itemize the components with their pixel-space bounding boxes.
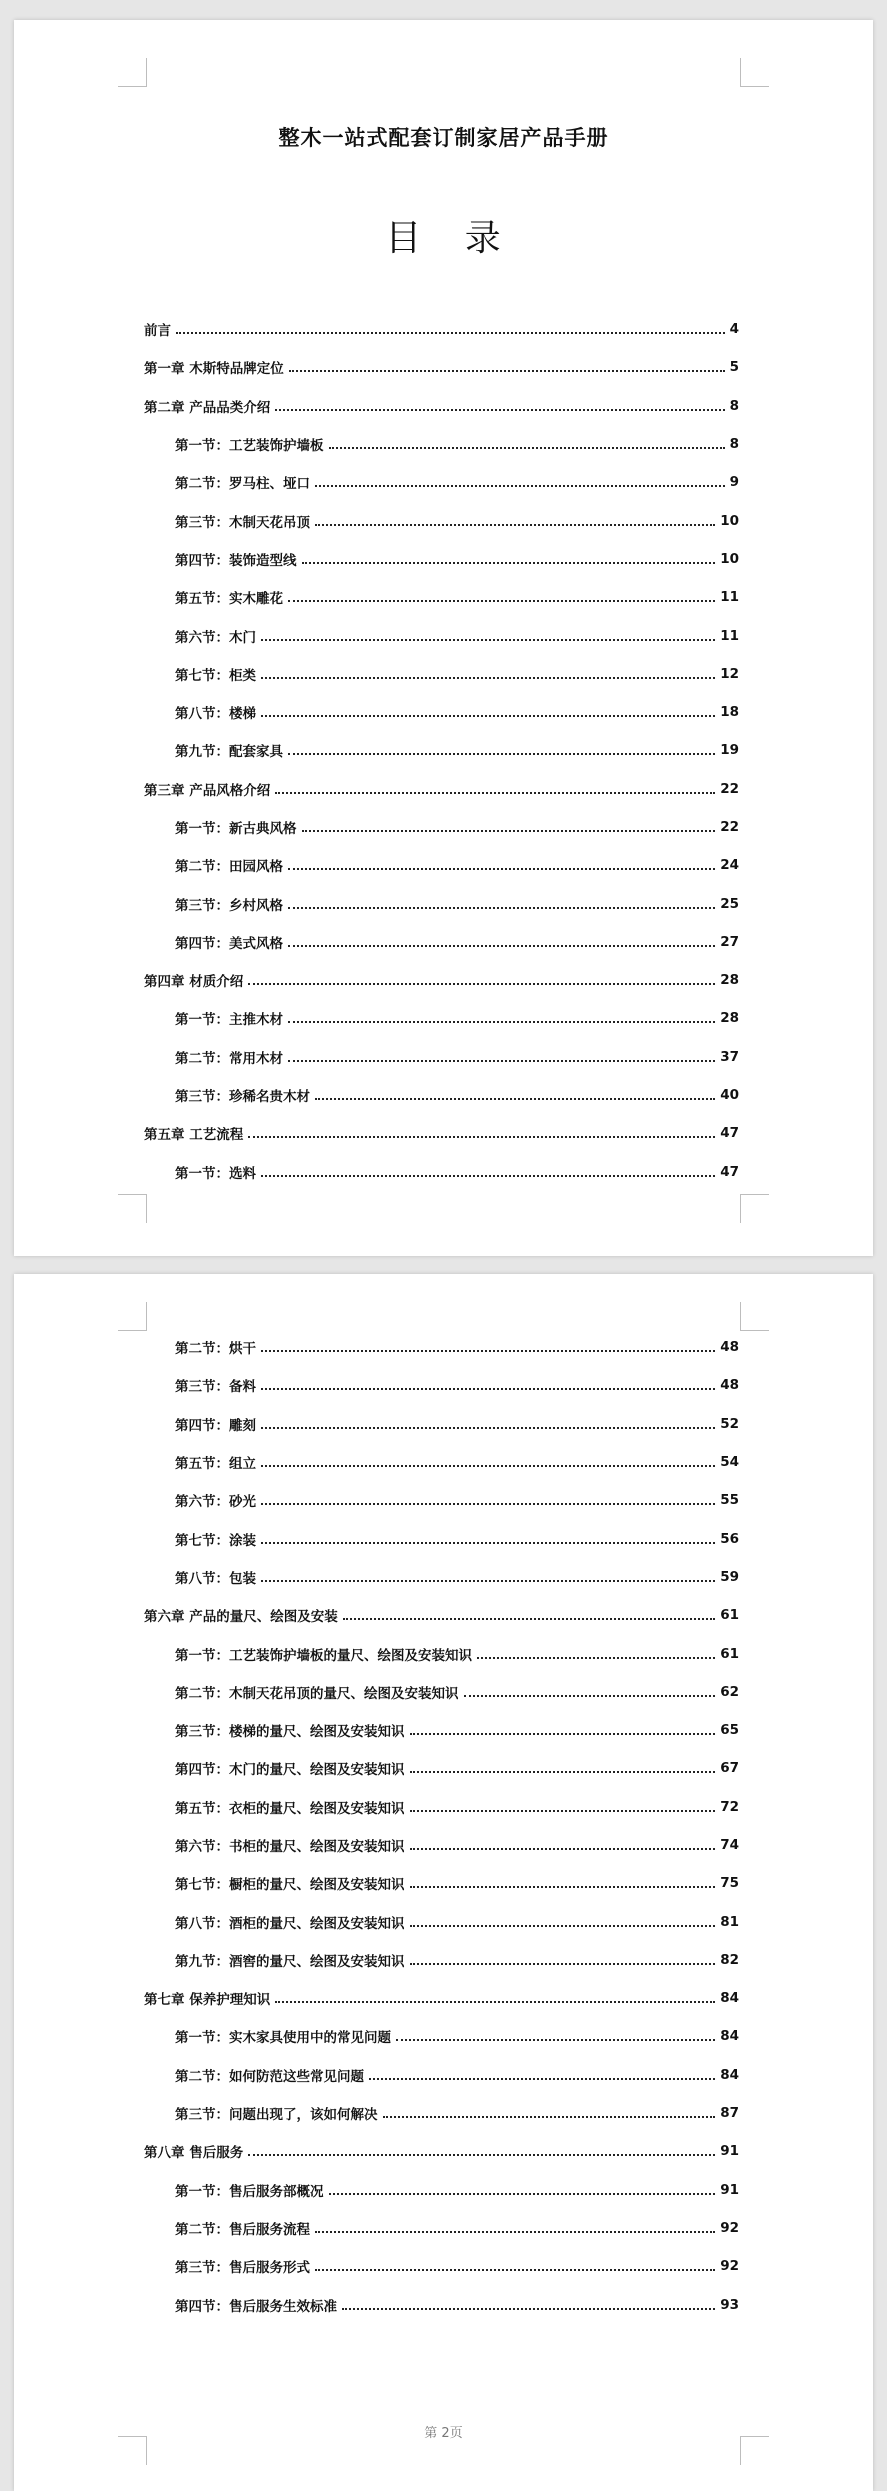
toc-entry-label: 第一节：选料 xyxy=(175,1165,256,1182)
toc-section-entry[interactable] xyxy=(175,1405,739,1443)
margin-mark-bottom-left xyxy=(118,1194,147,1223)
toc-dot-leader xyxy=(315,524,715,526)
toc-section-entry[interactable] xyxy=(175,1038,739,1076)
toc-page-number: 22 xyxy=(720,780,739,797)
toc-dot-leader xyxy=(261,1503,715,1505)
toc-page-number: 93 xyxy=(720,2296,739,2313)
toc-entry-label: 第二节：常用木材 xyxy=(175,1050,283,1067)
toc-page-number: 74 xyxy=(720,1837,739,1853)
toc-page-number: 28 xyxy=(720,972,739,989)
toc-entry-label: 第二节：如何防范这些常见问题 xyxy=(175,2068,364,2085)
toc-section-entry[interactable] xyxy=(175,884,739,922)
toc-dot-leader xyxy=(288,868,715,870)
toc-entry-label: 第三章 产品风格介绍 xyxy=(144,782,271,799)
toc-dot-leader xyxy=(288,753,715,755)
toc-entry-label: 第三节：木制天花吊顶 xyxy=(175,514,310,531)
toc-page-number: 84 xyxy=(720,2066,739,2083)
toc-section-entry[interactable] xyxy=(175,1941,739,1979)
toc-dot-leader xyxy=(261,1427,715,1429)
toc-page-number: 54 xyxy=(720,1454,739,1471)
toc-page-number: 9 xyxy=(729,474,739,491)
toc-section-entry[interactable] xyxy=(175,1328,739,1366)
toc-entry-label: 第四章 材质介绍 xyxy=(144,974,244,991)
toc-section-entry[interactable] xyxy=(175,2285,739,2323)
toc-entry-label: 第一节：主推木材 xyxy=(175,1012,283,1029)
toc-page-number: 72 xyxy=(720,1798,739,1815)
toc-page-number: 24 xyxy=(720,857,739,874)
toc-section-entry[interactable] xyxy=(175,808,739,846)
toc-entry-label: 第四节：雕刻 xyxy=(175,1417,256,1434)
toc-page-number: 56 xyxy=(720,1530,739,1547)
toc-dot-leader xyxy=(248,2154,715,2156)
toc-entry-label: 第三节：售后服务形式 xyxy=(175,2260,310,2277)
toc-dot-leader xyxy=(410,1733,716,1735)
margin-mark-top-left xyxy=(118,1302,147,1331)
toc-entry-label: 第九节：配套家具 xyxy=(175,744,283,761)
toc-page-number: 11 xyxy=(720,589,739,606)
margin-mark-top-left xyxy=(118,58,147,87)
toc-dot-leader xyxy=(275,792,715,794)
toc-section-entry[interactable] xyxy=(175,1519,739,1557)
toc-dot-leader xyxy=(288,600,715,602)
toc-section-entry[interactable] xyxy=(175,2017,739,2055)
toc-dot-leader xyxy=(383,2116,716,2118)
toc-page-number: 61 xyxy=(720,1645,739,1662)
toc-dot-leader xyxy=(329,447,725,449)
toc-entry-label: 第一章 木斯特品牌定位 xyxy=(144,361,284,378)
toc-page-number: 8 xyxy=(729,436,739,453)
toc-dot-leader xyxy=(261,715,715,717)
toc-page-number: 19 xyxy=(720,742,739,759)
margin-mark-bottom-right xyxy=(740,1194,769,1223)
toc-entry-label: 第八章 售后服务 xyxy=(144,2145,244,2162)
toc-page-number: 40 xyxy=(720,1087,739,1104)
toc-section-entry[interactable] xyxy=(175,1788,739,1826)
toc-dot-leader xyxy=(261,1388,715,1390)
toc-entry-label: 第三节：珍稀名贵木材 xyxy=(175,1089,310,1106)
toc-entry-label: 第四节：美式风格 xyxy=(175,935,283,952)
toc-page-number: 47 xyxy=(720,1125,739,1142)
toc-section-entry[interactable] xyxy=(175,1673,739,1711)
toc-section-entry[interactable] xyxy=(175,846,739,884)
toc-page-number: 75 xyxy=(720,1875,739,1892)
toc-entry-label: 第七节：橱柜的量尺、绘图及安装知识 xyxy=(175,1877,405,1894)
toc-entry-label: 第二章 产品品类介绍 xyxy=(144,399,271,416)
toc-section-entry[interactable] xyxy=(175,1902,739,1940)
toc-section-entry[interactable] xyxy=(175,1826,739,1864)
toc-page-number: 4 xyxy=(729,321,739,338)
toc-page-number: 37 xyxy=(720,1048,739,1065)
document-title: 整木一站式配套订制家居产品手册 xyxy=(278,125,609,150)
toc-page-number: 5 xyxy=(729,359,739,376)
toc-dot-leader xyxy=(288,1021,715,1023)
toc-dot-leader xyxy=(275,2001,715,2003)
toc-dot-leader xyxy=(410,1810,716,1812)
toc-page-number: 10 xyxy=(720,512,739,529)
toc-section-entry[interactable] xyxy=(175,2056,739,2094)
toc-entry-label: 前言 xyxy=(144,323,171,340)
toc-page-number: 52 xyxy=(720,1415,739,1432)
toc-entry-label: 第五章 工艺流程 xyxy=(144,1127,244,1144)
toc-dot-leader xyxy=(302,562,716,564)
table-of-contents-page-1 xyxy=(14,310,873,1191)
toc-chapter-entry[interactable] xyxy=(144,2132,739,2170)
toc-heading: 目 录 xyxy=(385,218,502,259)
toc-chapter-entry[interactable] xyxy=(144,1979,739,2017)
toc-page-number: 91 xyxy=(720,2143,739,2160)
toc-dot-leader xyxy=(261,1350,715,1352)
toc-dot-leader xyxy=(288,1060,715,1062)
toc-entry-label: 第七节：柜类 xyxy=(175,667,256,684)
toc-dot-leader xyxy=(464,1695,716,1697)
toc-section-entry[interactable] xyxy=(175,1749,739,1787)
toc-dot-leader xyxy=(329,2193,716,2195)
toc-dot-leader xyxy=(248,983,715,985)
toc-entry-label: 第八节：楼梯 xyxy=(175,706,256,723)
toc-page-number: 59 xyxy=(720,1568,739,1585)
document-page-1 xyxy=(14,20,873,1256)
toc-section-entry[interactable] xyxy=(175,731,739,769)
toc-chapter-entry[interactable] xyxy=(144,1114,739,1152)
toc-dot-leader xyxy=(410,1886,716,1888)
toc-dot-leader xyxy=(315,2269,715,2271)
toc-section-entry[interactable] xyxy=(175,1443,739,1481)
document-page-2 xyxy=(14,1274,873,2491)
toc-section-entry[interactable] xyxy=(175,1634,739,1672)
toc-page-number: 67 xyxy=(720,1760,739,1777)
toc-page-number: 10 xyxy=(720,550,739,567)
toc-page-number: 92 xyxy=(720,2219,739,2236)
toc-page-number: 25 xyxy=(720,895,739,912)
toc-dot-leader xyxy=(315,1098,715,1100)
toc-entry-label: 第二节：田园风格 xyxy=(175,859,283,876)
toc-dot-leader xyxy=(315,2231,715,2233)
toc-dot-leader xyxy=(288,907,715,909)
toc-entry-label: 第五节：组立 xyxy=(175,1456,256,1473)
toc-entry-label: 第一节：工艺装饰护墙板 xyxy=(175,438,324,455)
toc-page-number: 65 xyxy=(720,1722,739,1739)
toc-entry-label: 第五节：实木雕花 xyxy=(175,591,283,608)
toc-section-entry[interactable] xyxy=(175,655,739,693)
toc-entry-label: 第二节：售后服务流程 xyxy=(175,2221,310,2238)
toc-dot-leader xyxy=(302,830,716,832)
toc-page-number: 18 xyxy=(720,704,739,721)
toc-entry-label: 第九节：酒窖的量尺、绘图及安装知识 xyxy=(175,1953,405,1970)
toc-section-entry[interactable] xyxy=(175,2247,739,2285)
toc-entry-label: 第四节：木门的量尺、绘图及安装知识 xyxy=(175,1762,405,1779)
toc-section-entry[interactable] xyxy=(175,501,739,539)
toc-section-entry[interactable] xyxy=(175,578,739,616)
toc-page-number: 48 xyxy=(720,1339,739,1356)
toc-page-number: 48 xyxy=(720,1377,739,1394)
margin-mark-top-right xyxy=(740,58,769,87)
toc-page-number: 47 xyxy=(720,1163,739,1180)
toc-dot-leader xyxy=(288,945,715,947)
toc-entry-label: 第一节：新古典风格 xyxy=(175,821,297,837)
toc-chapter-entry[interactable] xyxy=(144,770,739,808)
toc-section-entry[interactable] xyxy=(175,1864,739,1902)
toc-page-number: 55 xyxy=(720,1492,739,1509)
toc-dot-leader xyxy=(261,1542,715,1544)
toc-entry-label: 第六节：木门 xyxy=(175,629,256,646)
toc-chapter-entry[interactable] xyxy=(144,348,739,386)
toc-entry-label: 第六节：书柜的量尺、绘图及安装知识 xyxy=(175,1839,405,1855)
toc-entry-label: 第一节：实木家具使用中的常见问题 xyxy=(175,2030,391,2047)
margin-mark-top-right xyxy=(740,1302,769,1331)
toc-page-number: 62 xyxy=(720,1683,739,1700)
toc-chapter-entry[interactable] xyxy=(144,1596,739,1634)
toc-entry-label: 第八节：包装 xyxy=(175,1570,256,1587)
toc-section-entry[interactable] xyxy=(175,2094,739,2132)
toc-entry-label: 第八节：酒柜的量尺、绘图及安装知识 xyxy=(175,1915,405,1932)
toc-dot-leader xyxy=(261,1175,715,1177)
toc-entry-label: 第三节：备料 xyxy=(175,1379,256,1396)
toc-dot-leader xyxy=(410,1925,716,1927)
toc-dot-leader xyxy=(261,1465,715,1467)
toc-entry-label: 第一节：售后服务部概况 xyxy=(175,2183,324,2200)
toc-dot-leader xyxy=(410,1771,716,1773)
table-of-contents-page-2 xyxy=(14,1328,873,2324)
toc-page-number: 12 xyxy=(720,665,739,682)
toc-dot-leader xyxy=(396,2039,715,2041)
toc-dot-leader xyxy=(176,332,725,334)
toc-dot-leader xyxy=(369,2078,715,2080)
toc-section-entry[interactable] xyxy=(175,1711,739,1749)
toc-dot-leader xyxy=(248,1136,715,1138)
toc-section-entry[interactable] xyxy=(175,1481,739,1519)
toc-dot-leader xyxy=(410,1963,716,1965)
toc-page-number: 22 xyxy=(720,819,739,835)
toc-page-number: 61 xyxy=(720,1607,739,1624)
toc-entry-label: 第六节：砂光 xyxy=(175,1494,256,1511)
toc-entry-label: 第二节：木制天花吊顶的量尺、绘图及安装知识 xyxy=(175,1685,459,1702)
toc-section-entry[interactable] xyxy=(175,1558,739,1596)
toc-section-entry[interactable] xyxy=(175,1366,739,1404)
toc-chapter-entry[interactable] xyxy=(144,387,739,425)
toc-dot-leader xyxy=(261,1580,715,1582)
toc-page-number: 11 xyxy=(720,627,739,644)
toc-section-entry[interactable] xyxy=(175,1153,739,1191)
page-number-footer: 第 2页 xyxy=(424,2426,463,2441)
toc-page-number: 84 xyxy=(720,2028,739,2045)
toc-chapter-entry[interactable] xyxy=(144,310,739,348)
toc-section-entry[interactable] xyxy=(175,540,739,578)
toc-entry-label: 第一节：工艺装饰护墙板的量尺、绘图及安装知识 xyxy=(175,1647,472,1664)
toc-page-number: 8 xyxy=(729,397,739,414)
toc-dot-leader xyxy=(342,2308,715,2310)
toc-page-number: 81 xyxy=(720,1913,739,1930)
toc-dot-leader xyxy=(315,485,725,487)
toc-entry-label: 第二节：烘干 xyxy=(175,1341,256,1358)
toc-entry-label: 第三节：楼梯的量尺、绘图及安装知识 xyxy=(175,1724,405,1741)
toc-dot-leader xyxy=(477,1657,715,1659)
toc-entry-label: 第三节：问题出现了，该如何解决 xyxy=(175,2107,378,2124)
toc-dot-leader xyxy=(261,677,715,679)
toc-dot-leader xyxy=(410,1848,716,1850)
toc-entry-label: 第五节：衣柜的量尺、绘图及安装知识 xyxy=(175,1800,405,1817)
toc-section-entry[interactable] xyxy=(175,693,739,731)
toc-page-number: 84 xyxy=(720,1990,739,2007)
toc-dot-leader xyxy=(343,1618,716,1620)
toc-section-entry[interactable] xyxy=(175,1076,739,1114)
toc-dot-leader xyxy=(261,639,715,641)
toc-page-number: 91 xyxy=(720,2181,739,2198)
toc-chapter-entry[interactable] xyxy=(144,961,739,999)
toc-entry-label: 第四节：装饰造型线 xyxy=(175,552,297,569)
toc-entry-label: 第七章 保养护理知识 xyxy=(144,1992,271,2009)
toc-section-entry[interactable] xyxy=(175,999,739,1037)
toc-page-number: 92 xyxy=(720,2258,739,2275)
toc-section-entry[interactable] xyxy=(175,923,739,961)
toc-page-number: 28 xyxy=(720,1010,739,1027)
toc-entry-label: 第七节：涂装 xyxy=(175,1532,256,1549)
toc-section-entry[interactable] xyxy=(175,463,739,501)
toc-entry-label: 第三节：乡村风格 xyxy=(175,897,283,914)
toc-section-entry[interactable] xyxy=(175,2209,739,2247)
toc-page-number: 82 xyxy=(720,1951,739,1968)
toc-section-entry[interactable] xyxy=(175,425,739,463)
toc-entry-label: 第二节：罗马柱、垭口 xyxy=(175,476,310,493)
toc-entry-label: 第六章 产品的量尺、绘图及安装 xyxy=(144,1609,338,1626)
toc-page-number: 87 xyxy=(720,2105,739,2122)
toc-section-entry[interactable] xyxy=(175,616,739,654)
toc-dot-leader xyxy=(275,409,724,411)
toc-section-entry[interactable] xyxy=(175,2171,739,2209)
toc-dot-leader xyxy=(289,370,725,372)
toc-entry-label: 第四节：售后服务生效标准 xyxy=(175,2298,337,2315)
toc-page-number: 27 xyxy=(720,933,739,950)
